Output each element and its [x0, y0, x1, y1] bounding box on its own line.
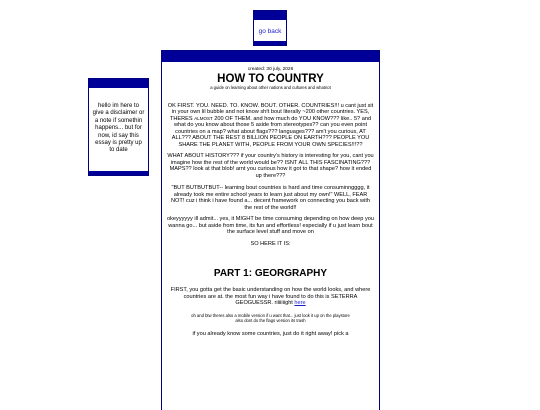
article-subtitle: a guide on learning about other nations and cultures and whatnot	[210, 84, 331, 90]
disclaimer-panel	[88, 78, 149, 176]
framework-paragraph: "BUT BUTBUTBUT-- learning bout countries is hard and time consuminngggg, it already took me entire school years to learn just about my own!" WELL, FEAR NOT! cuz i think i have found a... decent framework on connecting you back with the rest of the world!!	[171, 185, 370, 211]
go-back-panel-bottom-bar	[254, 41, 286, 45]
disclaimer-panel-bottom-bar	[89, 171, 148, 175]
seterra-link[interactable]: here	[294, 300, 306, 306]
here-it-is-text: SO HERE IT IS:	[250, 240, 291, 247]
article-panel-top-bar	[162, 51, 379, 62]
go-back-panel-top-bar	[254, 11, 286, 20]
geography-text: FIRST, you gotta get the basic understanding on how the world looks, and where countries are at. the most fun way i have found to do this is SETERRA GEOGUESSR. riiiiiiight	[170, 287, 371, 306]
intro-text-part1: OK FIRST. YOU. NEED. TO. KNOW. BOUT. OTHER. COUNTRIES!!! u cant just sit in your own lil bubble and not know sh!t bout literally ~200 other countries. YES, THERES	[167, 102, 374, 122]
intro-paragraph	[167, 103, 374, 149]
disclaimer-text: hello im here to give a disclaimer or a note if somethin happens... but for now, id say this essay is pretty up to date	[92, 103, 145, 154]
disclaimer-panel-top-bar	[89, 79, 148, 88]
intro-almost-text: ALMOST	[194, 115, 213, 121]
article-title: HOW TO COUNTRY	[217, 72, 324, 85]
time-paragraph: okeyyyyyy ill admit... yes, it MIGHT be time consuming depending on how deep you wanna go... but aside from time, its fun and effortless! especially if u just learn bout the surface level stuff and move on	[167, 216, 374, 235]
go-back-panel	[253, 10, 287, 46]
continue-paragraph: if you already know some countries, just do it right away! pick a	[192, 330, 349, 337]
section-title-geography: PART 1: GEORGRAPHY	[213, 268, 328, 279]
mobile-note-line2: also dont do the flags version its trash	[235, 318, 306, 324]
article-content	[167, 67, 374, 342]
mobile-note	[167, 313, 374, 324]
created-date: created: 30 july, 2026	[247, 67, 294, 72]
article-panel	[161, 50, 380, 410]
geography-paragraph	[167, 287, 374, 307]
intro-text-part2: 200 OF THEM. and how much do YOU KNOW??? like.. 5? and what do you know about those 5 aside from stereotypes?? can you even point countries on a map? what about flags??? languages??? am't you curious, AT ALL??? ABOUT THE REST 8 BILLION PEOPLE ON EARTH??? PEOPLE YOU SHARE THE PLANET WITH, PEOPLE FROM YOUR OWN SPECIES!!!??	[171, 115, 372, 148]
history-paragraph: WHAT ABOUT HISTORY??? if your country's history is interesting for you, cant you imagine how the rest of the world would be?? ISNT ALL THIS FASCINATING??? MAPS?? look at that blob! arnt you curious how it got to that shape? how it ended up there???	[167, 153, 374, 179]
go-back-link[interactable]: go back	[258, 28, 282, 35]
mobile-note-line1: oh and btw theres also a mobile version if u want that... just look it up on the playstore	[191, 312, 350, 318]
